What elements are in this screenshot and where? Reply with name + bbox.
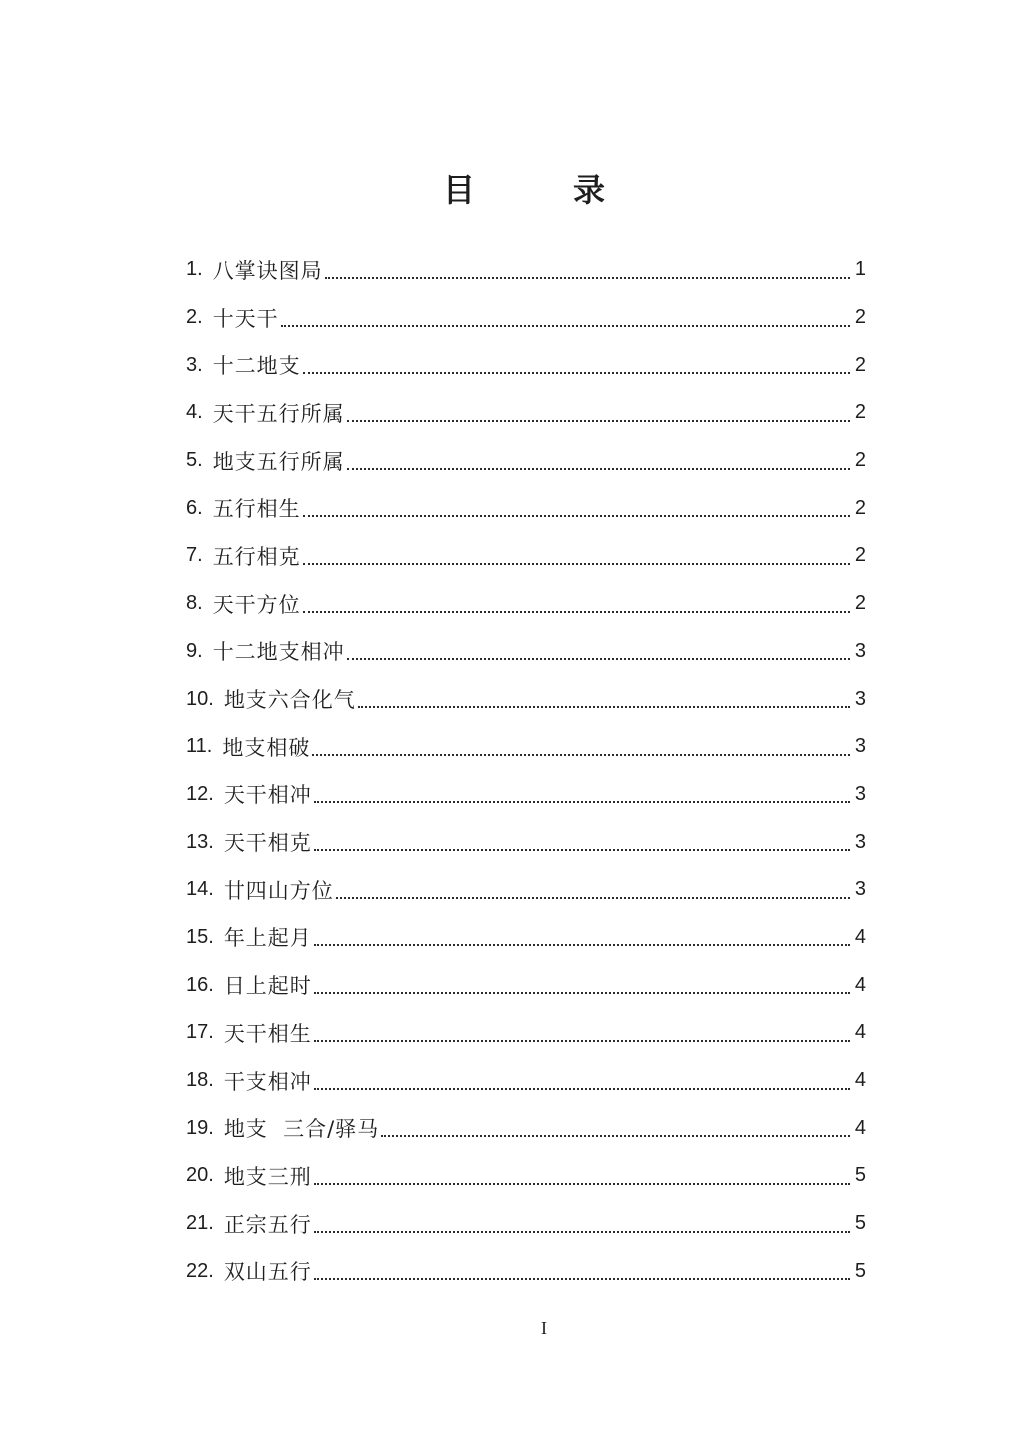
title-char-1: 目 <box>443 171 476 209</box>
toc-entry-page: 3 <box>854 782 866 805</box>
toc-entry-label: 五行相生 <box>212 497 301 522</box>
page-footer <box>0 1318 1018 1339</box>
toc-entry-number: 20. <box>186 1164 214 1187</box>
toc-dot-leader <box>314 1088 850 1090</box>
page-title <box>0 168 1018 216</box>
toc-dot-leader <box>303 563 850 565</box>
toc-entry[interactable] <box>186 771 866 819</box>
toc-entry-number: 6. <box>186 496 203 519</box>
toc-entry-page: 3 <box>854 830 866 853</box>
toc-entry-number: 18. <box>186 1069 214 1092</box>
toc-entry[interactable] <box>186 1057 866 1105</box>
toc-entry-number: 1. <box>186 258 203 281</box>
toc-entry-number: 12. <box>186 782 214 805</box>
toc-entry-page: 3 <box>854 878 866 901</box>
toc-entry-page: 2 <box>854 306 866 329</box>
toc-entry[interactable] <box>186 341 866 389</box>
toc-entry[interactable] <box>186 294 866 342</box>
toc-entry[interactable] <box>186 246 866 294</box>
toc-dot-leader <box>303 372 850 374</box>
toc-entry-page: 5 <box>854 1164 866 1187</box>
toc-entry-page: 5 <box>854 1212 866 1235</box>
toc-entry[interactable] <box>186 1200 866 1248</box>
toc-entry-label: 干支相冲 <box>223 1069 312 1094</box>
toc-entry-label: 廿四山方位 <box>223 878 334 903</box>
toc-dot-leader <box>314 1231 850 1233</box>
toc-entry-number: 3. <box>186 353 203 376</box>
toc-entry-number: 10. <box>186 687 214 710</box>
toc-entry-page: 4 <box>854 973 866 996</box>
toc-entry-page: 2 <box>854 353 866 376</box>
toc-entry-label: 八掌诀图局 <box>212 258 323 283</box>
toc-entry-label: 天干相克 <box>223 831 312 856</box>
toc-dot-leader <box>312 754 850 756</box>
toc-entry-label: 地支五行所属 <box>212 449 345 474</box>
page-number: I <box>541 1318 547 1338</box>
toc-entry[interactable] <box>186 1104 866 1152</box>
toc-entry-label: 十二地支相冲 <box>212 640 345 665</box>
toc-dot-leader <box>303 515 850 517</box>
toc-entry[interactable] <box>186 818 866 866</box>
toc-entry-number: 8. <box>186 592 203 615</box>
toc-dot-leader <box>314 1040 850 1042</box>
toc-entry[interactable] <box>186 389 866 437</box>
toc-dot-leader <box>325 277 850 279</box>
toc-entry-number: 7. <box>186 544 203 567</box>
toc-entry-page: 4 <box>854 1069 866 1092</box>
toc-dot-leader <box>314 801 850 803</box>
toc-entry[interactable] <box>186 723 866 771</box>
toc-entry[interactable] <box>186 961 866 1009</box>
toc-dot-leader <box>314 1278 850 1280</box>
toc-entry-number: 16. <box>186 973 214 996</box>
toc-entry-number: 11. <box>186 735 213 758</box>
toc-entry-page: 1 <box>854 258 866 281</box>
toc-entry[interactable] <box>186 437 866 485</box>
toc-dot-leader <box>314 849 850 851</box>
toc-entry-page: 2 <box>854 449 866 472</box>
toc-entry-label: 天干方位 <box>212 592 301 617</box>
toc-entry[interactable] <box>186 628 866 676</box>
toc-entry-label: 天干相生 <box>223 1021 312 1046</box>
toc-entry-label: 地支相破 <box>222 735 311 760</box>
toc-dot-leader <box>336 897 850 899</box>
toc-entry-label: 十二地支 <box>212 354 301 379</box>
toc-entry-number: 22. <box>186 1259 214 1282</box>
toc-entry-page: 2 <box>854 401 866 424</box>
toc-entry-label: 地支六合化气 <box>223 688 356 713</box>
toc-entry-number: 4. <box>186 401 203 424</box>
toc-entry-page: 2 <box>854 496 866 519</box>
toc-dot-leader <box>314 992 850 994</box>
toc-entry[interactable] <box>186 580 866 628</box>
toc-entry[interactable] <box>186 675 866 723</box>
toc-entry-label: 双山五行 <box>223 1260 312 1285</box>
toc-entry[interactable] <box>186 914 866 962</box>
toc-entry-page: 3 <box>854 735 866 758</box>
toc-entry-number: 21. <box>186 1212 214 1235</box>
toc-dot-leader <box>381 1135 850 1137</box>
toc-entry-page: 2 <box>854 592 866 615</box>
toc-entry-page: 4 <box>854 925 866 948</box>
toc-entry-label: 年上起月 <box>223 926 312 951</box>
toc-entry-label: 五行相克 <box>212 544 301 569</box>
toc-entry[interactable] <box>186 532 866 580</box>
toc-dot-leader <box>303 611 850 613</box>
toc-entry[interactable] <box>186 1009 866 1057</box>
toc-dot-leader <box>347 658 850 660</box>
toc-entry[interactable] <box>186 484 866 532</box>
toc-dot-leader <box>347 468 850 470</box>
toc-entry-label: 日上起时 <box>223 974 312 999</box>
toc-entry-number: 2. <box>186 306 203 329</box>
toc-entry[interactable] <box>186 1247 866 1295</box>
toc-entry-number: 9. <box>186 639 203 662</box>
toc-entry-number: 13. <box>186 830 214 853</box>
toc-dot-leader <box>358 706 850 708</box>
toc-dot-leader <box>314 1183 850 1185</box>
toc-entry-label: 天干相冲 <box>223 783 312 808</box>
toc-entry-page: 5 <box>854 1259 866 1282</box>
toc-entry-label: 十天干 <box>212 306 279 331</box>
toc-entry-label: 天干五行所属 <box>212 401 345 426</box>
toc-entry-number: 17. <box>186 1021 214 1044</box>
toc-entry-label: 地支三刑 <box>223 1164 312 1189</box>
toc-dot-leader <box>281 325 850 327</box>
toc-entry-page: 2 <box>854 544 866 567</box>
table-of-contents <box>186 246 866 1295</box>
toc-entry[interactable] <box>186 866 866 914</box>
toc-entry-number: 5. <box>186 449 203 472</box>
toc-entry-number: 15. <box>186 925 214 948</box>
toc-entry-page: 4 <box>854 1116 866 1139</box>
toc-entry[interactable] <box>186 1152 866 1200</box>
title-char-2: 录 <box>573 171 606 209</box>
toc-dot-leader <box>314 944 850 946</box>
toc-entry-label: 正宗五行 <box>223 1212 312 1237</box>
toc-entry-page: 3 <box>854 639 866 662</box>
toc-dot-leader <box>347 420 850 422</box>
toc-entry-page: 3 <box>854 687 866 710</box>
toc-entry-number: 19. <box>186 1116 214 1139</box>
toc-entry-number: 14. <box>186 878 214 901</box>
toc-entry-label: 地支 三合/驿马 <box>223 1117 380 1142</box>
toc-entry-page: 4 <box>854 1021 866 1044</box>
